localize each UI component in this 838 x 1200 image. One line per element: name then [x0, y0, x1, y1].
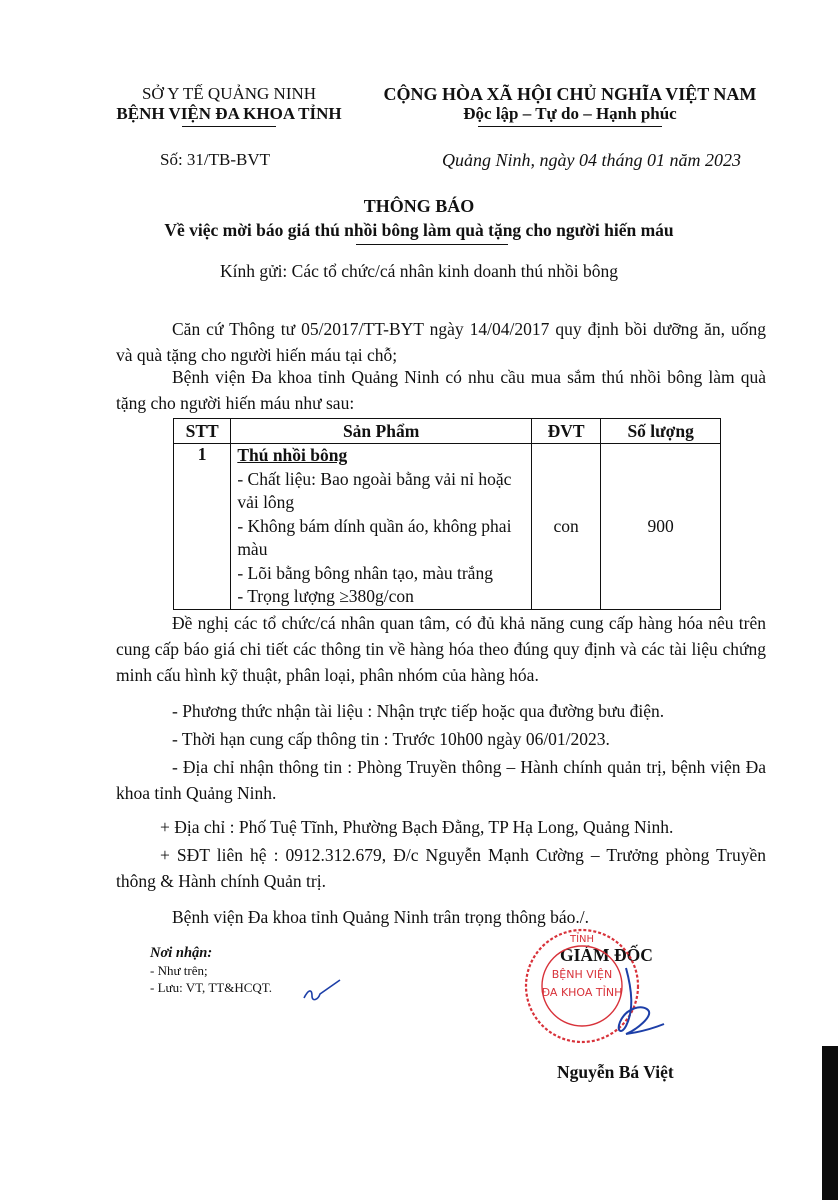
table-row	[174, 444, 721, 610]
nation-title: CỘNG HÒA XÃ HỘI CHỦ NGHĨA VIỆT NAM	[383, 84, 757, 104]
cell-quantity: 900	[601, 444, 721, 610]
signature-scribble-icon	[596, 960, 668, 1044]
spec-material: - Chất liệu: Bao ngoài bằng vải nỉ hoặc vải lông	[237, 468, 512, 512]
table-header-row	[174, 419, 721, 444]
product-name: Thú nhồi bông	[237, 445, 348, 465]
paragraph-legal-basis: Căn cứ Thông tư 05/2017/TT-BYT ngày 14/04/2017 quy định bồi dưỡng ăn, uống và quà tặng cho người hiến máu tại chỗ;	[116, 319, 766, 365]
header-unit: ĐVT	[531, 419, 600, 444]
signature-position: GIÁM ĐỐC	[560, 945, 653, 965]
paragraph-need: Bệnh viện Đa khoa tỉnh Quảng Ninh có nhu cầu mua sắm thú nhồi bông làm quà tặng cho người hiến máu như sau:	[116, 367, 766, 413]
header-quantity: Số lượng	[601, 419, 721, 444]
scan-edge-bar	[822, 1046, 838, 1200]
stamp-line-1: BỆNH VIỆN	[551, 968, 613, 981]
initial-mark-icon	[300, 976, 344, 1006]
request-method: - Phương thức nhận tài liệu : Nhận trực tiếp hoặc qua đường bưu điện.	[172, 701, 665, 721]
cell-stt: 1	[174, 444, 231, 610]
request-deadline: - Thời hạn cung cấp thông tin : Trước 10h00 ngày 06/01/2023.	[172, 729, 610, 749]
header-product: Sản Phẩm	[231, 419, 532, 444]
cell-unit: con	[531, 444, 600, 610]
motto-underline	[478, 126, 662, 127]
agency-underline	[182, 126, 276, 127]
request-address: - Địa chỉ nhận thông tin : Phòng Truyền thông – Hành chính quản trị, bệnh viện Đa khoa tỉnh Quảng Ninh.	[116, 757, 766, 803]
agency-parent: SỞ Y TẾ QUẢNG NINH	[141, 84, 317, 103]
agency-name: BỆNH VIỆN ĐA KHOA TỈNH	[116, 104, 342, 123]
recipients-block	[150, 944, 272, 996]
nation-block	[372, 84, 768, 124]
doc-subject: Về việc mời báo giá thú nhồi bông làm quà tặng cho người hiến máu	[164, 220, 674, 240]
paragraph-request: Đề nghị các tổ chức/cá nhân quan tâm, có đủ khả năng cung cấp hàng hóa nêu trên cung cấp báo giá chi tiết các thông tin về hàng hóa theo đúng quy định và các tài liệu chứng minh cấu hình kỹ thuật, phân loại, phân nhóm của hàng hóa.	[116, 613, 766, 685]
recipient-item: - Như trên;	[150, 963, 208, 978]
spec-weight: - Trọng lượng ≥380g/con	[237, 586, 414, 606]
stamp-line-2: ĐA KHOA TỈNH	[541, 986, 623, 999]
closing-line: Bệnh viện Đa khoa tỉnh Quảng Ninh trân trọng thông báo./.	[172, 907, 590, 927]
request-street: + Địa chỉ : Phố Tuệ Tĩnh, Phường Bạch Đằng, TP Hạ Long, Quảng Ninh.	[160, 817, 674, 837]
signer-name: Nguyễn Bá Việt	[557, 1062, 674, 1082]
subject-underline	[356, 244, 508, 245]
product-table	[173, 418, 721, 610]
stamp-top-text: TỈNH	[569, 934, 595, 945]
addressee: Kính gửi: Các tổ chức/cá nhân kinh doanh thú nhồi bông	[219, 261, 619, 281]
place-date: Quảng Ninh, ngày 04 tháng 01 năm 2023	[442, 150, 741, 170]
header-stt: STT	[174, 419, 231, 444]
request-contact: + SĐT liên hệ : 0912.312.679, Đ/c Nguyễn Mạnh Cường – Trưởng phòng Truyền thông & Hành chính Quản trị.	[116, 845, 766, 891]
motto: Độc lập – Tự do – Hạnh phúc	[463, 104, 677, 123]
spec-core: - Lõi bằng bông nhân tạo, màu trắng	[237, 562, 493, 583]
spec-nonstick: - Không bám dính quần áo, không phai màu	[237, 515, 512, 559]
recipients-title: Nơi nhận:	[150, 945, 213, 961]
recipient-item: - Lưu: VT, TT&HCQT.	[150, 980, 272, 995]
doc-number: Số: 31/TB-BVT	[160, 150, 271, 169]
doc-title: THÔNG BÁO	[363, 196, 475, 216]
agency-block	[88, 84, 370, 124]
cell-product	[231, 444, 532, 610]
